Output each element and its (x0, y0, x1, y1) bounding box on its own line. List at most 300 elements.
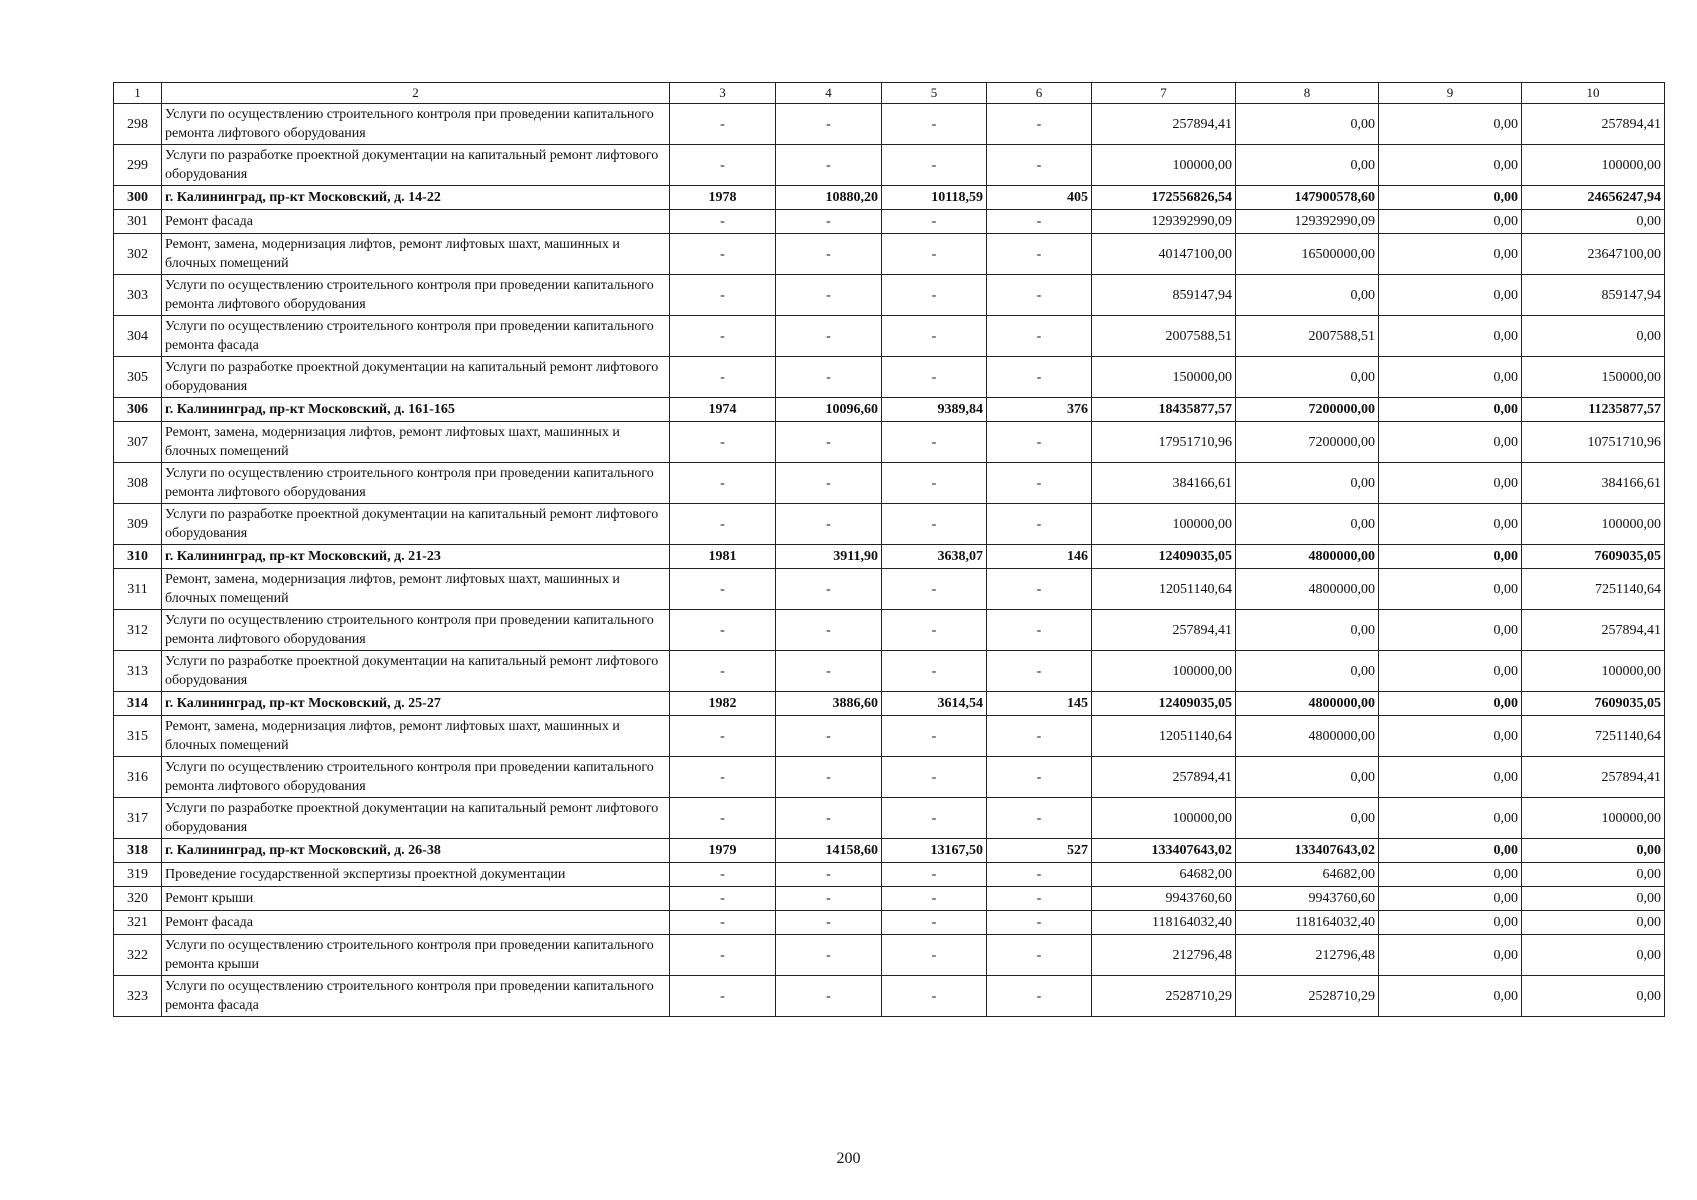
funding-8-cell: 64682,00 (1236, 863, 1379, 887)
work-name-cell: Услуги по разработке проектной документации на капитальный ремонт лифтового оборудования (162, 145, 670, 186)
row-number-cell: 313 (114, 651, 162, 692)
table-row (114, 863, 1665, 887)
area-total-cell: - (776, 234, 882, 275)
funding-9-cell: 0,00 (1379, 757, 1522, 798)
year-cell: - (670, 463, 776, 504)
area-living-cell: 3638,07 (882, 545, 987, 569)
funding-10-cell: 7609035,05 (1522, 545, 1665, 569)
table-row (114, 234, 1665, 275)
total-cost-cell: 2528710,29 (1092, 976, 1236, 1017)
column-header: 9 (1379, 83, 1522, 104)
funding-10-cell: 11235877,57 (1522, 398, 1665, 422)
row-number-cell: 307 (114, 422, 162, 463)
area-living-cell: - (882, 275, 987, 316)
area-total-cell: - (776, 757, 882, 798)
work-name-cell: Услуги по осуществлению строительного контроля при проведении капитального ремонта фасада (162, 976, 670, 1017)
residents-cell: - (987, 234, 1092, 275)
column-header: 1 (114, 83, 162, 104)
total-cost-cell: 9943760,60 (1092, 887, 1236, 911)
residents-cell: - (987, 863, 1092, 887)
year-cell: - (670, 504, 776, 545)
funding-8-cell: 4800000,00 (1236, 692, 1379, 716)
residents-cell: - (987, 976, 1092, 1017)
area-total-cell: - (776, 911, 882, 935)
residents-cell: - (987, 935, 1092, 976)
total-cost-cell: 129392990,09 (1092, 210, 1236, 234)
address-row (114, 692, 1665, 716)
row-number-cell: 306 (114, 398, 162, 422)
year-cell: - (670, 716, 776, 757)
funding-9-cell: 0,00 (1379, 504, 1522, 545)
row-number-cell: 308 (114, 463, 162, 504)
area-living-cell: - (882, 911, 987, 935)
work-name-cell: Услуги по осуществлению строительного контроля при проведении капитального ремонта лифтового оборудования (162, 275, 670, 316)
funding-9-cell: 0,00 (1379, 863, 1522, 887)
funding-8-cell: 2528710,29 (1236, 976, 1379, 1017)
area-total-cell: - (776, 104, 882, 145)
area-living-cell: - (882, 104, 987, 145)
funding-10-cell: 0,00 (1522, 911, 1665, 935)
work-name-cell: Услуги по разработке проектной документации на капитальный ремонт лифтового оборудования (162, 357, 670, 398)
table-row (114, 275, 1665, 316)
area-living-cell: - (882, 463, 987, 504)
address-row (114, 186, 1665, 210)
row-number-cell: 299 (114, 145, 162, 186)
year-cell: - (670, 569, 776, 610)
residents-cell: - (987, 887, 1092, 911)
total-cost-cell: 172556826,54 (1092, 186, 1236, 210)
column-header: 7 (1092, 83, 1236, 104)
funding-9-cell: 0,00 (1379, 104, 1522, 145)
work-name-cell: Ремонт, замена, модернизация лифтов, ремонт лифтовых шахт, машинных и блочных помещений (162, 422, 670, 463)
funding-10-cell: 0,00 (1522, 316, 1665, 357)
column-header: 4 (776, 83, 882, 104)
area-total-cell: 10880,20 (776, 186, 882, 210)
row-number-cell: 304 (114, 316, 162, 357)
row-number-cell: 319 (114, 863, 162, 887)
funding-10-cell: 0,00 (1522, 935, 1665, 976)
residents-cell: - (987, 798, 1092, 839)
funding-10-cell: 7251140,64 (1522, 569, 1665, 610)
funding-8-cell: 0,00 (1236, 145, 1379, 186)
table-row (114, 422, 1665, 463)
area-total-cell: - (776, 210, 882, 234)
address-row (114, 545, 1665, 569)
work-name-cell: г. Калининград, пр-кт Московский, д. 21-23 (162, 545, 670, 569)
table-header-row (114, 83, 1665, 104)
residents-cell: - (987, 610, 1092, 651)
table-row (114, 104, 1665, 145)
row-number-cell: 315 (114, 716, 162, 757)
year-cell: 1979 (670, 839, 776, 863)
work-name-cell: Услуги по разработке проектной документации на капитальный ремонт лифтового оборудования (162, 504, 670, 545)
residents-cell: - (987, 275, 1092, 316)
funding-10-cell: 257894,41 (1522, 104, 1665, 145)
work-name-cell: г. Калининград, пр-кт Московский, д. 26-38 (162, 839, 670, 863)
funding-8-cell: 16500000,00 (1236, 234, 1379, 275)
total-cost-cell: 257894,41 (1092, 757, 1236, 798)
total-cost-cell: 2007588,51 (1092, 316, 1236, 357)
row-number-cell: 301 (114, 210, 162, 234)
area-total-cell: - (776, 887, 882, 911)
year-cell: - (670, 210, 776, 234)
funding-9-cell: 0,00 (1379, 911, 1522, 935)
funding-8-cell: 0,00 (1236, 610, 1379, 651)
area-living-cell: - (882, 569, 987, 610)
funding-9-cell: 0,00 (1379, 545, 1522, 569)
total-cost-cell: 64682,00 (1092, 863, 1236, 887)
column-header: 2 (162, 83, 670, 104)
funding-9-cell: 0,00 (1379, 651, 1522, 692)
table-row (114, 651, 1665, 692)
table-row (114, 145, 1665, 186)
area-living-cell: - (882, 145, 987, 186)
funding-10-cell: 150000,00 (1522, 357, 1665, 398)
total-cost-cell: 100000,00 (1092, 145, 1236, 186)
total-cost-cell: 12409035,05 (1092, 545, 1236, 569)
residents-cell: - (987, 104, 1092, 145)
year-cell: 1981 (670, 545, 776, 569)
table-row (114, 798, 1665, 839)
funding-9-cell: 0,00 (1379, 976, 1522, 1017)
funding-10-cell: 100000,00 (1522, 651, 1665, 692)
funding-10-cell: 0,00 (1522, 976, 1665, 1017)
year-cell: - (670, 422, 776, 463)
total-cost-cell: 257894,41 (1092, 610, 1236, 651)
area-total-cell: - (776, 610, 882, 651)
area-living-cell: - (882, 887, 987, 911)
area-total-cell: 3911,90 (776, 545, 882, 569)
funding-8-cell: 0,00 (1236, 504, 1379, 545)
residents-cell: - (987, 316, 1092, 357)
area-total-cell: 3886,60 (776, 692, 882, 716)
funding-10-cell: 24656247,94 (1522, 186, 1665, 210)
table-row (114, 935, 1665, 976)
area-total-cell: 10096,60 (776, 398, 882, 422)
funding-8-cell: 133407643,02 (1236, 839, 1379, 863)
area-total-cell: 14158,60 (776, 839, 882, 863)
total-cost-cell: 257894,41 (1092, 104, 1236, 145)
row-number-cell: 323 (114, 976, 162, 1017)
work-name-cell: Услуги по разработке проектной документации на капитальный ремонт лифтового оборудования (162, 798, 670, 839)
funding-10-cell: 10751710,96 (1522, 422, 1665, 463)
year-cell: - (670, 145, 776, 186)
table-body (114, 104, 1665, 1017)
table-row (114, 569, 1665, 610)
row-number-cell: 314 (114, 692, 162, 716)
area-total-cell: - (776, 422, 882, 463)
table-row (114, 210, 1665, 234)
funding-10-cell: 384166,61 (1522, 463, 1665, 504)
residents-cell: 145 (987, 692, 1092, 716)
funding-9-cell: 0,00 (1379, 798, 1522, 839)
row-number-cell: 298 (114, 104, 162, 145)
work-name-cell: Услуги по разработке проектной документации на капитальный ремонт лифтового оборудования (162, 651, 670, 692)
area-living-cell: - (882, 610, 987, 651)
table-row (114, 463, 1665, 504)
area-total-cell: - (776, 275, 882, 316)
total-cost-cell: 12051140,64 (1092, 569, 1236, 610)
total-cost-cell: 40147100,00 (1092, 234, 1236, 275)
row-number-cell: 309 (114, 504, 162, 545)
area-total-cell: - (776, 863, 882, 887)
area-living-cell: - (882, 798, 987, 839)
area-living-cell: - (882, 316, 987, 357)
area-total-cell: - (776, 463, 882, 504)
year-cell: 1982 (670, 692, 776, 716)
residents-cell: - (987, 716, 1092, 757)
area-living-cell: - (882, 422, 987, 463)
area-living-cell: 3614,54 (882, 692, 987, 716)
table-row (114, 757, 1665, 798)
year-cell: - (670, 976, 776, 1017)
residents-cell: - (987, 463, 1092, 504)
funding-9-cell: 0,00 (1379, 692, 1522, 716)
work-name-cell: Проведение государственной экспертизы проектной документации (162, 863, 670, 887)
year-cell: - (670, 935, 776, 976)
residents-cell: 527 (987, 839, 1092, 863)
funding-8-cell: 4800000,00 (1236, 716, 1379, 757)
residents-cell: - (987, 651, 1092, 692)
funding-8-cell: 0,00 (1236, 275, 1379, 316)
residents-cell: - (987, 911, 1092, 935)
work-name-cell: г. Калининград, пр-кт Московский, д. 161-165 (162, 398, 670, 422)
funding-8-cell: 2007588,51 (1236, 316, 1379, 357)
total-cost-cell: 18435877,57 (1092, 398, 1236, 422)
work-name-cell: Услуги по осуществлению строительного контроля при проведении капитального ремонта крыши (162, 935, 670, 976)
row-number-cell: 303 (114, 275, 162, 316)
area-living-cell: - (882, 651, 987, 692)
funding-8-cell: 0,00 (1236, 104, 1379, 145)
work-name-cell: г. Калининград, пр-кт Московский, д. 14-22 (162, 186, 670, 210)
residents-cell: - (987, 210, 1092, 234)
funding-9-cell: 0,00 (1379, 210, 1522, 234)
funding-10-cell: 257894,41 (1522, 757, 1665, 798)
area-living-cell: - (882, 504, 987, 545)
area-living-cell: - (882, 234, 987, 275)
funding-10-cell: 859147,94 (1522, 275, 1665, 316)
area-total-cell: - (776, 976, 882, 1017)
area-total-cell: - (776, 569, 882, 610)
year-cell: - (670, 104, 776, 145)
total-cost-cell: 859147,94 (1092, 275, 1236, 316)
work-name-cell: Услуги по осуществлению строительного контроля при проведении капитального ремонта лифтового оборудования (162, 757, 670, 798)
year-cell: 1978 (670, 186, 776, 210)
total-cost-cell: 17951710,96 (1092, 422, 1236, 463)
residents-cell: - (987, 357, 1092, 398)
area-living-cell: - (882, 716, 987, 757)
year-cell: - (670, 234, 776, 275)
capital-repair-table (113, 82, 1665, 1017)
work-name-cell: Ремонт фасада (162, 210, 670, 234)
document-page (113, 82, 1661, 1017)
year-cell: - (670, 275, 776, 316)
area-living-cell: - (882, 863, 987, 887)
funding-9-cell: 0,00 (1379, 422, 1522, 463)
funding-8-cell: 0,00 (1236, 651, 1379, 692)
work-name-cell: Ремонт крыши (162, 887, 670, 911)
residents-cell: - (987, 422, 1092, 463)
funding-9-cell: 0,00 (1379, 316, 1522, 357)
year-cell: 1974 (670, 398, 776, 422)
residents-cell: - (987, 504, 1092, 545)
total-cost-cell: 100000,00 (1092, 504, 1236, 545)
funding-8-cell: 0,00 (1236, 357, 1379, 398)
row-number-cell: 320 (114, 887, 162, 911)
year-cell: - (670, 651, 776, 692)
area-living-cell: - (882, 935, 987, 976)
funding-10-cell: 0,00 (1522, 863, 1665, 887)
row-number-cell: 312 (114, 610, 162, 651)
funding-10-cell: 23647100,00 (1522, 234, 1665, 275)
funding-9-cell: 0,00 (1379, 463, 1522, 504)
address-row (114, 839, 1665, 863)
column-header: 5 (882, 83, 987, 104)
area-living-cell: - (882, 210, 987, 234)
funding-10-cell: 0,00 (1522, 210, 1665, 234)
row-number-cell: 300 (114, 186, 162, 210)
funding-9-cell: 0,00 (1379, 186, 1522, 210)
year-cell: - (670, 610, 776, 651)
funding-10-cell: 7609035,05 (1522, 692, 1665, 716)
funding-9-cell: 0,00 (1379, 398, 1522, 422)
row-number-cell: 318 (114, 839, 162, 863)
area-total-cell: - (776, 145, 882, 186)
total-cost-cell: 100000,00 (1092, 651, 1236, 692)
residents-cell: - (987, 757, 1092, 798)
work-name-cell: Ремонт фасада (162, 911, 670, 935)
funding-10-cell: 0,00 (1522, 887, 1665, 911)
residents-cell: 146 (987, 545, 1092, 569)
work-name-cell: Ремонт, замена, модернизация лифтов, ремонт лифтовых шахт, машинных и блочных помещений (162, 716, 670, 757)
residents-cell: - (987, 569, 1092, 610)
total-cost-cell: 100000,00 (1092, 798, 1236, 839)
funding-8-cell: 212796,48 (1236, 935, 1379, 976)
funding-9-cell: 0,00 (1379, 275, 1522, 316)
row-number-cell: 321 (114, 911, 162, 935)
funding-8-cell: 0,00 (1236, 463, 1379, 504)
column-header: 6 (987, 83, 1092, 104)
work-name-cell: Ремонт, замена, модернизация лифтов, ремонт лифтовых шахт, машинных и блочных помещений (162, 234, 670, 275)
total-cost-cell: 133407643,02 (1092, 839, 1236, 863)
table-row (114, 911, 1665, 935)
table-row (114, 976, 1665, 1017)
funding-10-cell: 257894,41 (1522, 610, 1665, 651)
year-cell: - (670, 757, 776, 798)
year-cell: - (670, 316, 776, 357)
area-total-cell: - (776, 798, 882, 839)
funding-10-cell: 0,00 (1522, 839, 1665, 863)
funding-9-cell: 0,00 (1379, 716, 1522, 757)
work-name-cell: Услуги по осуществлению строительного контроля при проведении капитального ремонта лифтового оборудования (162, 463, 670, 504)
area-total-cell: - (776, 935, 882, 976)
funding-8-cell: 9943760,60 (1236, 887, 1379, 911)
table-row (114, 357, 1665, 398)
area-living-cell: 10118,59 (882, 186, 987, 210)
table-row (114, 716, 1665, 757)
year-cell: - (670, 863, 776, 887)
funding-10-cell: 100000,00 (1522, 504, 1665, 545)
residents-cell: - (987, 145, 1092, 186)
row-number-cell: 305 (114, 357, 162, 398)
funding-9-cell: 0,00 (1379, 357, 1522, 398)
total-cost-cell: 12051140,64 (1092, 716, 1236, 757)
area-living-cell: - (882, 357, 987, 398)
total-cost-cell: 150000,00 (1092, 357, 1236, 398)
work-name-cell: Ремонт, замена, модернизация лифтов, ремонт лифтовых шахт, машинных и блочных помещений (162, 569, 670, 610)
table-row (114, 887, 1665, 911)
row-number-cell: 316 (114, 757, 162, 798)
row-number-cell: 322 (114, 935, 162, 976)
area-living-cell: 9389,84 (882, 398, 987, 422)
funding-8-cell: 7200000,00 (1236, 422, 1379, 463)
total-cost-cell: 12409035,05 (1092, 692, 1236, 716)
year-cell: - (670, 887, 776, 911)
funding-8-cell: 4800000,00 (1236, 569, 1379, 610)
column-header: 8 (1236, 83, 1379, 104)
area-total-cell: - (776, 357, 882, 398)
row-number-cell: 302 (114, 234, 162, 275)
funding-9-cell: 0,00 (1379, 569, 1522, 610)
funding-10-cell: 7251140,64 (1522, 716, 1665, 757)
funding-9-cell: 0,00 (1379, 935, 1522, 976)
row-number-cell: 311 (114, 569, 162, 610)
work-name-cell: Услуги по осуществлению строительного контроля при проведении капитального ремонта фасада (162, 316, 670, 357)
funding-10-cell: 100000,00 (1522, 145, 1665, 186)
address-row (114, 398, 1665, 422)
year-cell: - (670, 911, 776, 935)
work-name-cell: г. Калининград, пр-кт Московский, д. 25-27 (162, 692, 670, 716)
area-total-cell: - (776, 716, 882, 757)
area-living-cell: - (882, 976, 987, 1017)
row-number-cell: 317 (114, 798, 162, 839)
residents-cell: 376 (987, 398, 1092, 422)
work-name-cell: Услуги по осуществлению строительного контроля при проведении капитального ремонта лифтового оборудования (162, 104, 670, 145)
area-total-cell: - (776, 504, 882, 545)
year-cell: - (670, 798, 776, 839)
year-cell: - (670, 357, 776, 398)
funding-8-cell: 118164032,40 (1236, 911, 1379, 935)
table-row (114, 504, 1665, 545)
funding-9-cell: 0,00 (1379, 234, 1522, 275)
column-header: 10 (1522, 83, 1665, 104)
funding-9-cell: 0,00 (1379, 839, 1522, 863)
area-total-cell: - (776, 651, 882, 692)
funding-8-cell: 7200000,00 (1236, 398, 1379, 422)
column-header: 3 (670, 83, 776, 104)
funding-9-cell: 0,00 (1379, 610, 1522, 651)
residents-cell: 405 (987, 186, 1092, 210)
funding-9-cell: 0,00 (1379, 887, 1522, 911)
work-name-cell: Услуги по осуществлению строительного контроля при проведении капитального ремонта лифтового оборудования (162, 610, 670, 651)
funding-8-cell: 129392990,09 (1236, 210, 1379, 234)
row-number-cell: 310 (114, 545, 162, 569)
page-number: 200 (836, 1150, 861, 1167)
funding-8-cell: 4800000,00 (1236, 545, 1379, 569)
area-total-cell: - (776, 316, 882, 357)
funding-8-cell: 0,00 (1236, 757, 1379, 798)
funding-10-cell: 100000,00 (1522, 798, 1665, 839)
total-cost-cell: 118164032,40 (1092, 911, 1236, 935)
table-row (114, 610, 1665, 651)
funding-8-cell: 147900578,60 (1236, 186, 1379, 210)
area-living-cell: - (882, 757, 987, 798)
area-living-cell: 13167,50 (882, 839, 987, 863)
total-cost-cell: 212796,48 (1092, 935, 1236, 976)
funding-9-cell: 0,00 (1379, 145, 1522, 186)
table-row (114, 316, 1665, 357)
total-cost-cell: 384166,61 (1092, 463, 1236, 504)
